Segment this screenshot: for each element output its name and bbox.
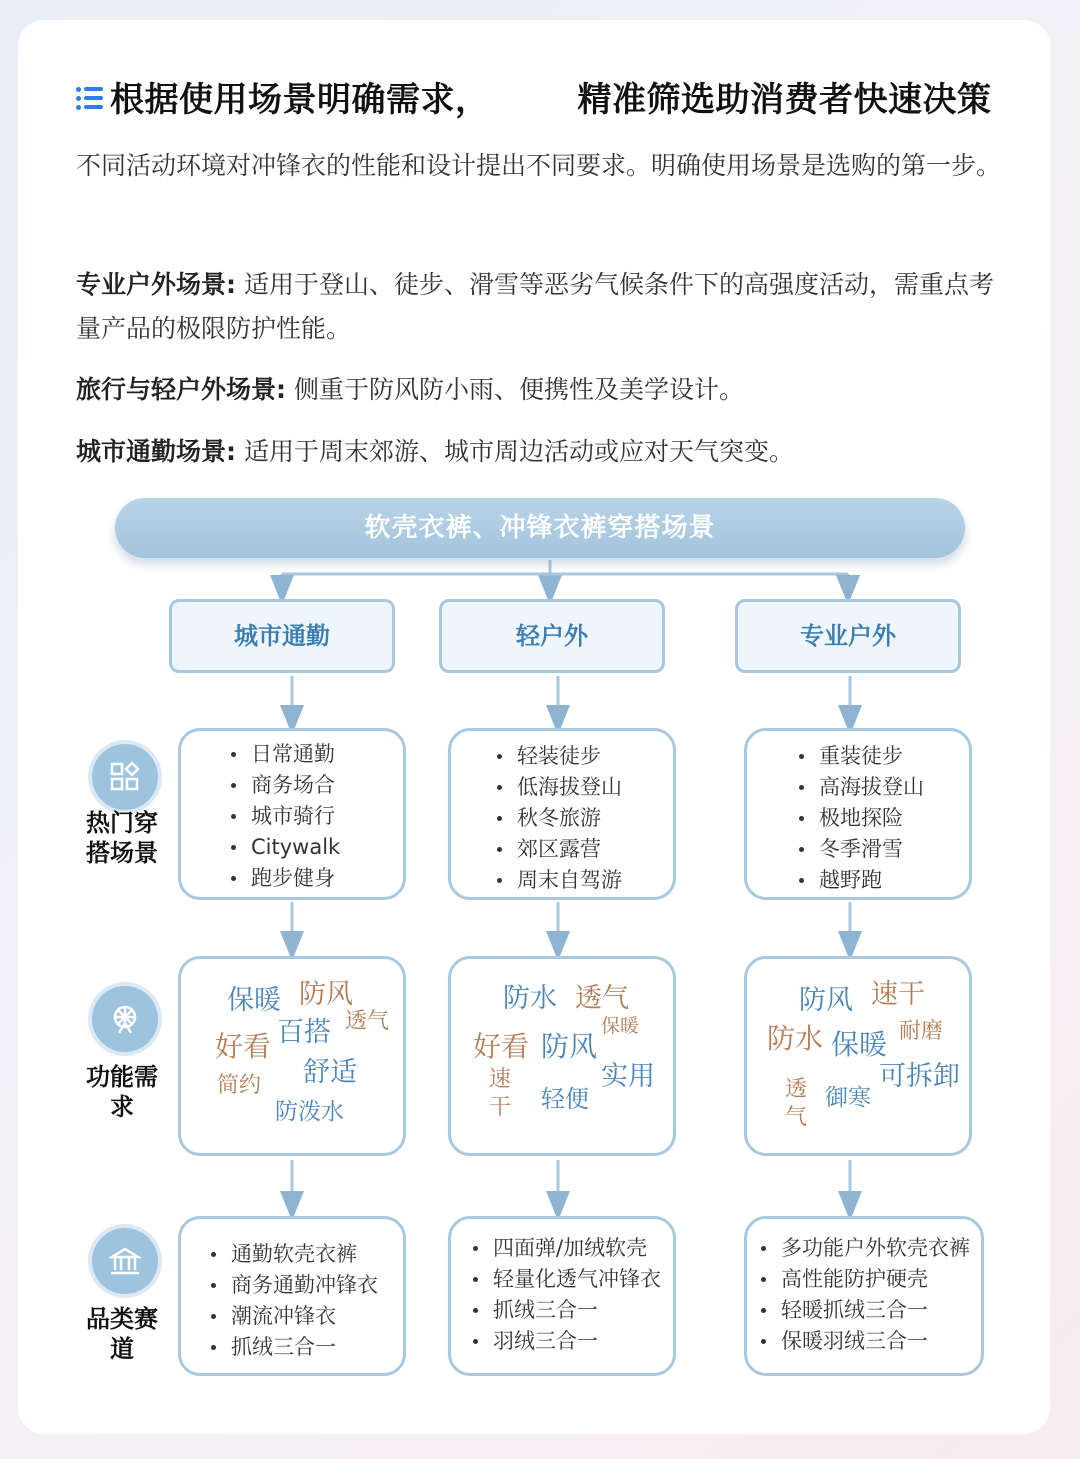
- feature-word: 可拆卸: [879, 1061, 960, 1092]
- diagram-banner: 软壳衣裤、冲锋衣裤穿搭场景: [115, 498, 965, 558]
- title-left: 根据使用场景明确需求，: [110, 80, 490, 120]
- feature-word: 气: [785, 1105, 808, 1130]
- intro-paragraph: 不同活动环境对冲锋衣的性能和设计提出不同要求。明确使用场景是选购的第一步。: [76, 151, 1002, 180]
- list-item: 轻量化透气冲锋衣: [493, 1264, 661, 1295]
- feature-word: 简约: [217, 1073, 262, 1098]
- features-box-city: [178, 956, 406, 1156]
- feature-word: 舒适: [303, 1057, 357, 1088]
- list-item: 重装徒步: [819, 741, 924, 772]
- list-item: 保暖羽绒三合一: [781, 1326, 970, 1357]
- categories-box-pro: [744, 1216, 984, 1376]
- feature-word: 实用: [601, 1061, 655, 1092]
- feature-word: 速: [489, 1067, 512, 1092]
- list-item: 商务场合: [251, 770, 340, 801]
- list-item: 抓绒三合一: [231, 1332, 378, 1363]
- list-item: 轻装徒步: [517, 741, 622, 772]
- feature-word: 保暖: [227, 985, 281, 1016]
- list-item: 高性能防护硬壳: [781, 1264, 970, 1295]
- scene-label: 旅行与轻户外场景:: [76, 375, 286, 404]
- list-item: 商务通勤冲锋衣: [231, 1270, 378, 1301]
- list-item: 郊区露营: [517, 834, 622, 865]
- list-item: 秋冬旅游: [517, 803, 622, 834]
- scenes-box-pro: [744, 728, 972, 900]
- list-item: 周末自驾游: [517, 865, 622, 896]
- feature-word: 速干: [871, 979, 925, 1010]
- list-item: 跑步健身: [251, 863, 340, 894]
- list-item: 抓绒三合一: [493, 1295, 661, 1326]
- feature-word: 透气: [575, 983, 629, 1014]
- feature-word: 防风: [799, 985, 853, 1016]
- list-item: 城市骑行: [251, 801, 340, 832]
- list-item: 越野跑: [819, 865, 924, 896]
- scene-text: 适用于周末郊游、城市周边活动或应对天气突变。: [236, 437, 794, 466]
- list-item: 潮流冲锋衣: [231, 1301, 378, 1332]
- category-pro-outdoor: 专业户外: [735, 599, 961, 673]
- list-item: 高海拔登山: [819, 772, 924, 803]
- title-right: 精准筛选助消费者快速决策: [577, 80, 992, 120]
- feature-word: 透气: [345, 1009, 390, 1034]
- feature-word: 保暖: [601, 1015, 640, 1037]
- list-item: 羽绒三合一: [493, 1326, 661, 1357]
- list-item: 通勤软壳衣裤: [231, 1239, 378, 1270]
- feature-word: 好看: [215, 1030, 272, 1063]
- feature-word: 防风: [541, 1030, 598, 1063]
- category-light-outdoor: 轻户外: [439, 599, 665, 673]
- feature-word: 保暖: [831, 1028, 888, 1061]
- row-label-function: 功能需求: [86, 1063, 158, 1121]
- scene-text: 适用于登山、徒步、滑雪等恶劣气候条件下的高强度活动，需重点考量产品的极限防护性能。: [76, 270, 994, 343]
- list-item: 极地探险: [819, 803, 924, 834]
- list-item: 多功能户外软壳衣裤: [781, 1233, 970, 1264]
- feature-word: 耐磨: [899, 1019, 944, 1044]
- feature-word: 防水: [503, 983, 557, 1014]
- features-box-pro: [744, 956, 972, 1156]
- building-icon: [92, 1228, 158, 1294]
- scenes-box-city: [178, 728, 406, 900]
- feature-word: 御寒: [825, 1085, 871, 1111]
- list-item: 四面弹/加绒软壳: [493, 1233, 661, 1264]
- categories-box-city: [178, 1216, 406, 1376]
- feature-word: 干: [489, 1095, 512, 1120]
- grid-icon: [92, 744, 158, 810]
- scene-text: 侧重于防风防小雨、便携性及美学设计。: [286, 375, 744, 404]
- ferris-wheel-icon: [92, 986, 158, 1052]
- feature-word: 防水: [767, 1022, 824, 1055]
- list-item: 低海拔登山: [517, 772, 622, 803]
- scene-label: 专业户外场景:: [76, 270, 236, 299]
- feature-word: 防风: [299, 979, 353, 1010]
- feature-word: 百搭: [277, 1017, 331, 1048]
- feature-word: 轻便: [541, 1085, 589, 1113]
- features-box-light: [448, 956, 676, 1156]
- row-label-category: 品类赛道: [86, 1305, 158, 1363]
- categories-box-light: [448, 1216, 676, 1376]
- feature-word: 透: [785, 1077, 808, 1102]
- scenes-box-light: [448, 728, 676, 900]
- category-city-commute: 城市通勤: [169, 599, 395, 673]
- feature-word: 防泼水: [275, 1099, 344, 1125]
- list-item: Citywalk: [251, 832, 340, 863]
- scene-label: 城市通勤场景:: [76, 437, 236, 466]
- list-item: 冬季滑雪: [819, 834, 924, 865]
- list-item: 日常通勤: [251, 739, 340, 770]
- list-item: 轻暖抓绒三合一: [781, 1295, 970, 1326]
- row-label-hot-scenes: 热门穿搭场景: [86, 809, 158, 867]
- feature-word: 好看: [473, 1030, 530, 1063]
